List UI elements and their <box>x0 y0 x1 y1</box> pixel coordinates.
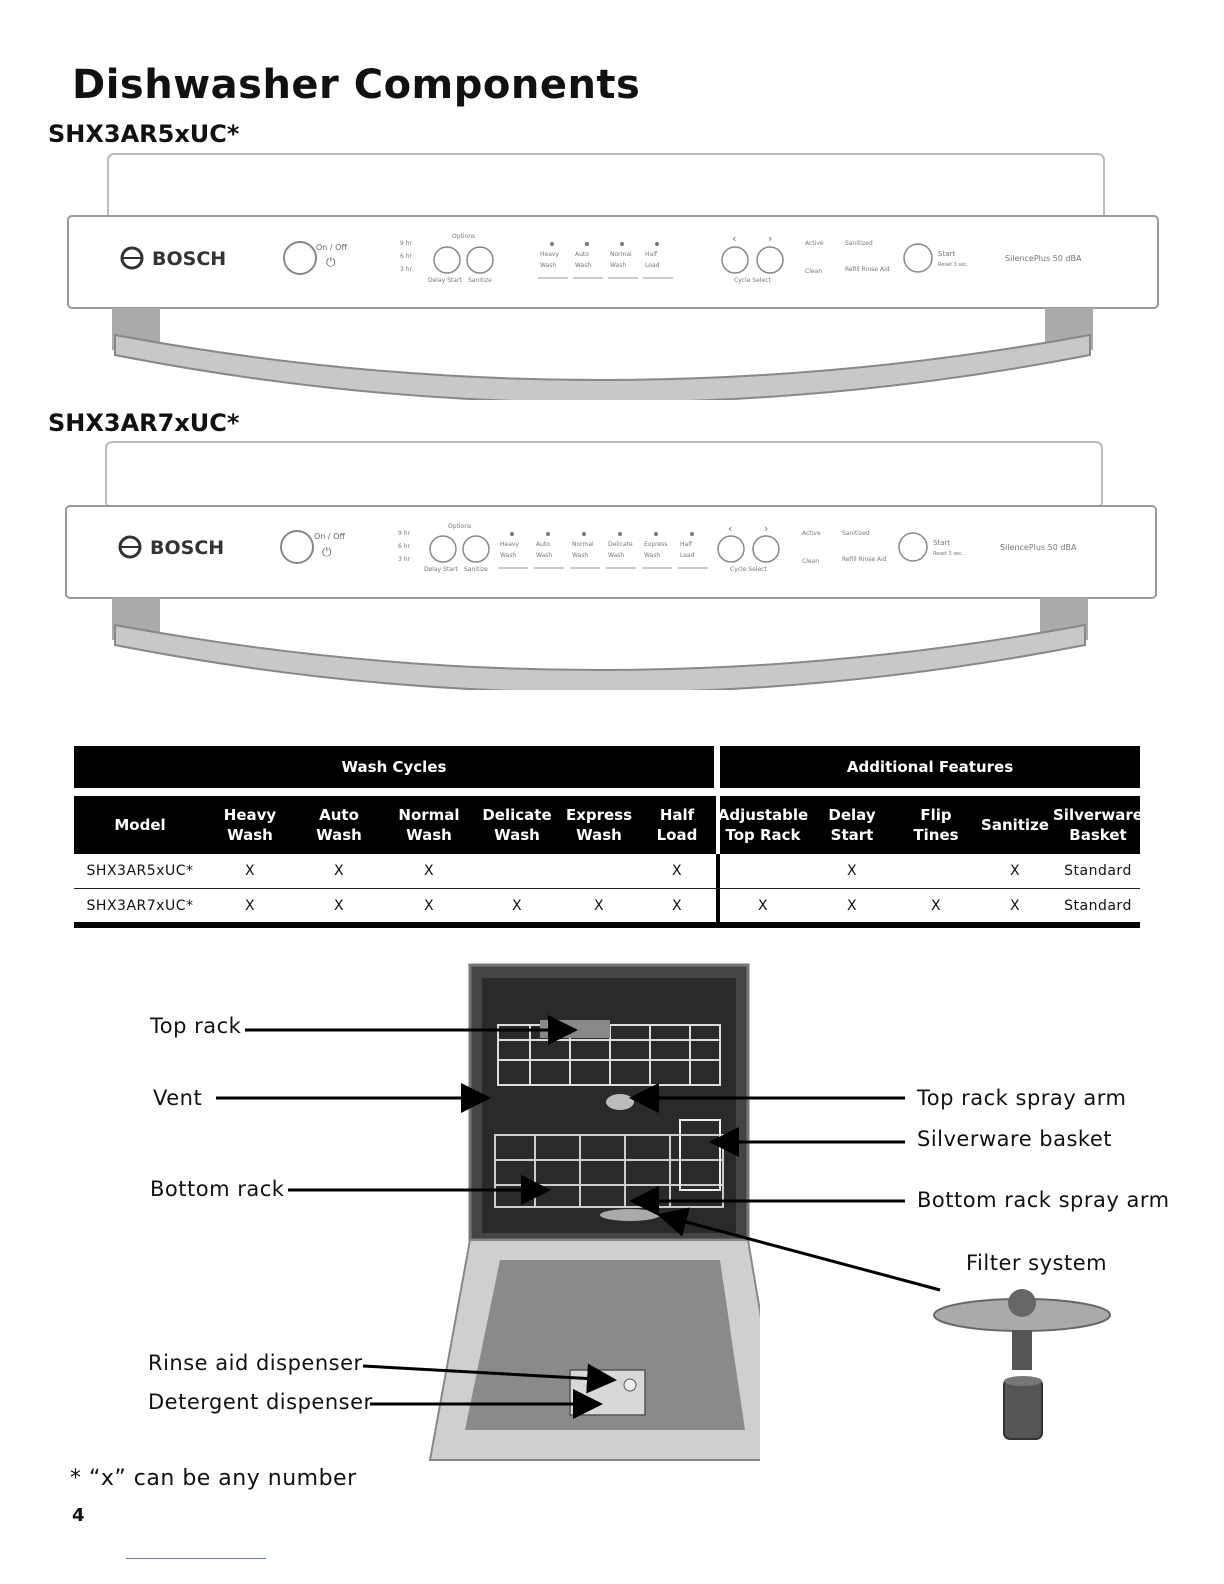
dishwasher-illustration <box>420 960 760 1465</box>
clean-label: Clean <box>805 268 823 275</box>
header-sanitize: Sanitize <box>981 816 1049 834</box>
cell <box>474 854 560 888</box>
cell: Standard <box>1064 898 1132 914</box>
cycle-led <box>690 532 694 536</box>
refill-rinse-aid-label: Refill Rinse Aid <box>842 556 887 563</box>
header-auto-wash: Auto Wash <box>316 806 362 844</box>
delay-start-label: Delay Start <box>428 277 462 284</box>
cycle-label: Wash <box>572 552 589 559</box>
cell: X <box>423 898 435 914</box>
cell: X <box>423 863 435 879</box>
control-panel-r7 <box>60 440 1160 690</box>
cycle-led <box>582 532 586 536</box>
rinse-aid-cap <box>624 1379 636 1391</box>
group-wash-cycles: Wash Cycles <box>74 746 714 788</box>
cycle-label: Wash <box>608 552 625 559</box>
sanitize-label: Sanitize <box>468 277 492 284</box>
header-delay-start: Delay Start <box>828 806 876 844</box>
silence-rating: SilencePlus 50 dBA <box>1000 543 1077 552</box>
page-number: 4 <box>72 1505 85 1526</box>
model-heading-r5: SHX3AR5xUC* <box>48 120 240 148</box>
control-panel-r5 <box>60 150 1160 400</box>
cycle-label: Normal <box>610 251 632 258</box>
sanitize-label: Sanitize <box>464 566 488 573</box>
cycle-led <box>510 532 514 536</box>
header-flip-tines: Flip Tines <box>913 806 959 844</box>
brand-text: BOSCH <box>150 537 225 559</box>
cycle-led <box>654 532 658 536</box>
cell: X <box>593 898 605 914</box>
filter-cylinder <box>1012 1330 1032 1370</box>
label-silverware-basket: Silverware basket <box>917 1127 1112 1151</box>
active-label: Active <box>805 240 824 247</box>
hour-3: 3 hr <box>398 556 410 563</box>
cycle-led <box>620 242 624 246</box>
on-off-label: On / Off <box>314 532 345 541</box>
cell: X <box>244 863 256 879</box>
header-half-load: Half Load <box>656 806 698 844</box>
cycle-label: Load <box>645 262 660 269</box>
cycle-label: Wash <box>540 262 557 269</box>
door-handle <box>115 335 1090 400</box>
active-label: Active <box>802 530 821 537</box>
start-label: Start <box>933 539 951 547</box>
cycle-label: Auto <box>575 251 589 258</box>
bosch-logo <box>122 248 226 270</box>
header-adjustable-top-rack: Adjustable Top Rack <box>717 806 809 844</box>
footnote: * “x” can be any number <box>70 1466 357 1491</box>
cycle-label: Wash <box>500 552 517 559</box>
cell: X <box>244 898 256 914</box>
power-icon: ⏻ <box>326 255 336 269</box>
start-sublabel: Reset 3 sec. <box>933 551 964 557</box>
header-model: Model <box>114 816 166 834</box>
hour-6: 6 hr <box>398 543 410 550</box>
chevron-right-icon: › <box>764 522 769 535</box>
cycle-label: Heavy <box>540 251 559 258</box>
vent-panel <box>540 1020 610 1038</box>
chevron-right-icon: › <box>768 232 773 245</box>
label-top-rack-spray-arm: Top rack spray arm <box>917 1086 1127 1110</box>
table-row <box>74 889 1140 923</box>
start-label: Start <box>938 250 956 258</box>
door-handle <box>115 625 1085 690</box>
cycle-label: Wash <box>644 552 661 559</box>
model-heading-r7: SHX3AR7xUC* <box>48 409 240 437</box>
label-vent: Vent <box>153 1086 203 1110</box>
cell <box>560 854 638 888</box>
cycle-label: Wash <box>536 552 553 559</box>
label-detergent-dispenser: Detergent dispenser <box>148 1390 373 1414</box>
hour-9: 9 hr <box>400 240 412 247</box>
cell: X <box>757 898 769 914</box>
group-additional-features: Additional Features <box>720 746 1140 788</box>
cell: X <box>1009 863 1021 879</box>
page-title: Dishwasher Components <box>72 62 641 108</box>
label-filter-system: Filter system <box>966 1251 1108 1275</box>
cycle-label: Heavy <box>500 541 519 548</box>
filter-top-cap <box>1008 1289 1036 1317</box>
cell: X <box>1009 898 1021 914</box>
header-normal-wash: Normal Wash <box>398 806 460 844</box>
cycle-label: Delicate <box>608 541 633 548</box>
filter-basket <box>1004 1379 1042 1439</box>
cycle-label: Normal <box>572 541 594 548</box>
bosch-logo <box>120 537 224 559</box>
cell: X <box>511 898 523 914</box>
bottom-spray-arm <box>600 1209 660 1221</box>
header-express-wash: Express Wash <box>565 806 633 844</box>
cell: Standard <box>1064 863 1132 879</box>
label-bottom-rack: Bottom rack <box>150 1177 285 1201</box>
hour-9: 9 hr <box>398 530 410 537</box>
cell: X <box>846 898 858 914</box>
power-icon: ⏻ <box>322 545 332 559</box>
sanitized-label: Sanitized <box>842 530 870 537</box>
cell: X <box>671 898 683 914</box>
options-label: Options <box>448 523 472 530</box>
cycle-label: Half <box>680 541 692 548</box>
footer-rule <box>126 1558 266 1559</box>
cycle-label: Load <box>680 552 695 559</box>
cycle-select-label: Cycle Select <box>730 566 767 573</box>
chevron-left-icon: ‹ <box>732 232 737 245</box>
cycle-led <box>550 242 554 246</box>
cell: X <box>930 898 942 914</box>
clean-label: Clean <box>802 558 820 565</box>
hour-3: 3 hr <box>400 266 412 273</box>
cycle-led <box>585 242 589 246</box>
cell <box>720 854 806 888</box>
top-spray-arm <box>606 1094 634 1110</box>
detergent-dispenser <box>570 1370 645 1415</box>
table-bottom-rule <box>74 922 1140 928</box>
cycle-label: Wash <box>610 262 627 269</box>
cell: X <box>671 863 683 879</box>
cell <box>898 854 974 888</box>
sanitized-label: Sanitized <box>845 240 873 247</box>
cycle-label: Half <box>645 251 657 258</box>
hour-6: 6 hr <box>400 253 412 260</box>
panel-top-edge <box>108 154 1104 220</box>
filter-basket-rim <box>1004 1376 1042 1386</box>
cycle-select-label: Cycle Select <box>734 277 771 284</box>
filter-illustration <box>928 1285 1118 1450</box>
cycle-label: Express <box>644 541 668 548</box>
delay-start-label: Delay Start <box>424 566 458 573</box>
refill-rinse-aid-label: Refill Rinse Aid <box>845 266 890 273</box>
cycle-led <box>546 532 550 536</box>
cell-model: SHX3AR7xUC* <box>86 898 194 914</box>
label-top-rack: Top rack <box>150 1014 242 1038</box>
table-header-row <box>74 796 1143 854</box>
cycle-label: Wash <box>575 262 592 269</box>
cell-model: SHX3AR5xUC* <box>86 863 194 879</box>
cell: X <box>333 898 345 914</box>
cell: X <box>333 863 345 879</box>
label-rinse-aid-dispenser: Rinse aid dispenser <box>148 1351 363 1375</box>
label-bottom-rack-spray-arm: Bottom rack spray arm <box>917 1188 1170 1212</box>
cycle-label: Auto <box>536 541 550 548</box>
cell: X <box>846 863 858 879</box>
header-silverware-basket: Silverware Basket <box>1053 806 1143 844</box>
start-sublabel: Reset 3 sec. <box>938 262 969 268</box>
cycle-led <box>618 532 622 536</box>
chevron-left-icon: ‹ <box>728 522 733 535</box>
on-off-label: On / Off <box>316 243 347 252</box>
options-label: Options <box>452 233 476 240</box>
cycle-led <box>655 242 659 246</box>
header-delicate-wash: Delicate Wash <box>482 806 552 844</box>
table-row <box>74 854 1140 889</box>
brand-text: BOSCH <box>152 248 227 270</box>
header-heavy-wash: Heavy Wash <box>223 806 277 844</box>
panel-top-edge <box>106 442 1102 508</box>
silence-rating: SilencePlus 50 dBA <box>1005 254 1082 263</box>
